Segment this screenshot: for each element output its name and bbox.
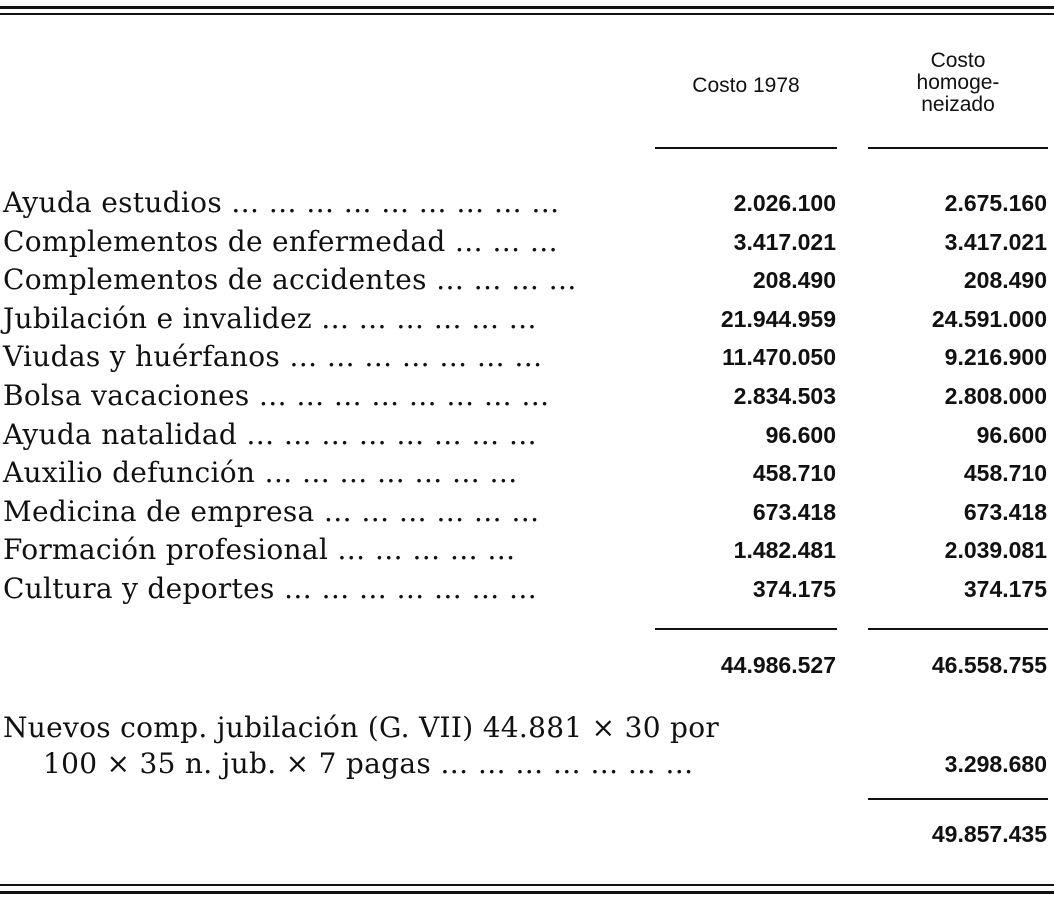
row-label: Medicina de empresa … … … … … … [3,495,540,528]
table-row [0,456,1054,490]
row-cost-homogeneizado: 374.175 [963,576,1047,602]
row-cost-1978: 2.026.100 [733,190,836,216]
subtotal-row [0,648,1054,682]
row-cost-1978: 374.175 [752,576,836,602]
note-value-row [0,747,1054,781]
row-label: Complementos de enfermedad … … … [3,225,559,258]
row-cost-1978: 3.417.021 [733,229,836,255]
row-cost-1978: 11.470.050 [722,344,836,370]
row-label: Jubilación e invalidez … … … … … … [3,302,537,335]
bottom-rule-1 [0,884,1054,886]
table-row [0,572,1054,606]
row-cost-homogeneizado: 2.808.000 [944,383,1047,409]
header-rule-col1 [655,147,837,149]
row-cost-homogeneizado: 458.710 [963,460,1047,486]
table-row [0,379,1054,413]
row-label: Cultura y deportes … … … … … … … [3,572,538,605]
total-row [0,817,1054,851]
table-row [0,340,1054,374]
total-rule [868,798,1048,800]
table-row [0,302,1054,336]
row-label: Bolsa vacaciones … … … … … … … … [3,379,550,412]
row-cost-homogeneizado: 208.490 [963,267,1047,293]
header-cost-1978: Costo 1978 [692,74,800,97]
row-cost-1978: 673.418 [752,499,836,525]
row-cost-homogeneizado: 673.418 [963,499,1047,525]
note-line-2: 100 × 35 n. jub. × 7 pagas … … … … … … … [43,747,694,780]
row-cost-homogeneizado: 96.600 [976,422,1047,448]
row-label: Auxilio defunción … … … … … … … [3,456,518,489]
bottom-rule-2 [0,891,1054,894]
subtotal-cost-1978: 44.986.527 [720,652,836,678]
table-row [0,186,1054,220]
row-label: Ayuda estudios … … … … … … … … … [3,186,560,219]
header-rule-col2 [868,147,1048,149]
row-cost-1978: 21.944.959 [720,306,836,332]
row-cost-homogeneizado: 9.216.900 [944,344,1047,370]
table-row [0,495,1054,529]
header-cost-homogeneizado [868,50,1048,116]
subtotal-cost-homogeneizado: 46.558.755 [931,652,1047,678]
row-cost-homogeneizado: 3.417.021 [944,229,1047,255]
header-line-3: neizado [921,93,995,116]
row-cost-1978: 208.490 [752,267,836,293]
header-line-1: Costo [930,49,986,72]
top-rule-1 [0,6,1054,9]
table-row [0,533,1054,567]
note-line-1: Nuevos comp. jubilación (G. VII) 44.881 × 30 por [3,711,720,744]
note-value: 3.298.680 [944,751,1047,777]
row-cost-1978: 96.600 [765,422,836,448]
table-row [0,225,1054,259]
row-cost-1978: 2.834.503 [733,383,836,409]
row-cost-homogeneizado: 2.675.160 [944,190,1047,216]
subtotal-rule-col1 [655,628,837,630]
table-row [0,263,1054,297]
top-rule-2 [0,13,1054,15]
table-row [0,418,1054,452]
row-cost-1978: 1.482.481 [733,537,836,563]
row-cost-homogeneizado: 2.039.081 [944,537,1047,563]
row-label: Complementos de accidentes … … … … [3,263,577,296]
header-line-2: homoge- [916,71,1000,94]
subtotal-rule-col2 [868,628,1048,630]
row-label: Formación profesional … … … … … [3,533,516,566]
row-cost-1978: 458.710 [752,460,836,486]
total-value: 49.857.435 [931,821,1047,847]
row-cost-homogeneizado: 24.591.000 [931,306,1047,332]
row-label: Ayuda natalidad … … … … … … … … [3,418,538,451]
row-label: Viudas y huérfanos … … … … … … … [3,340,543,373]
